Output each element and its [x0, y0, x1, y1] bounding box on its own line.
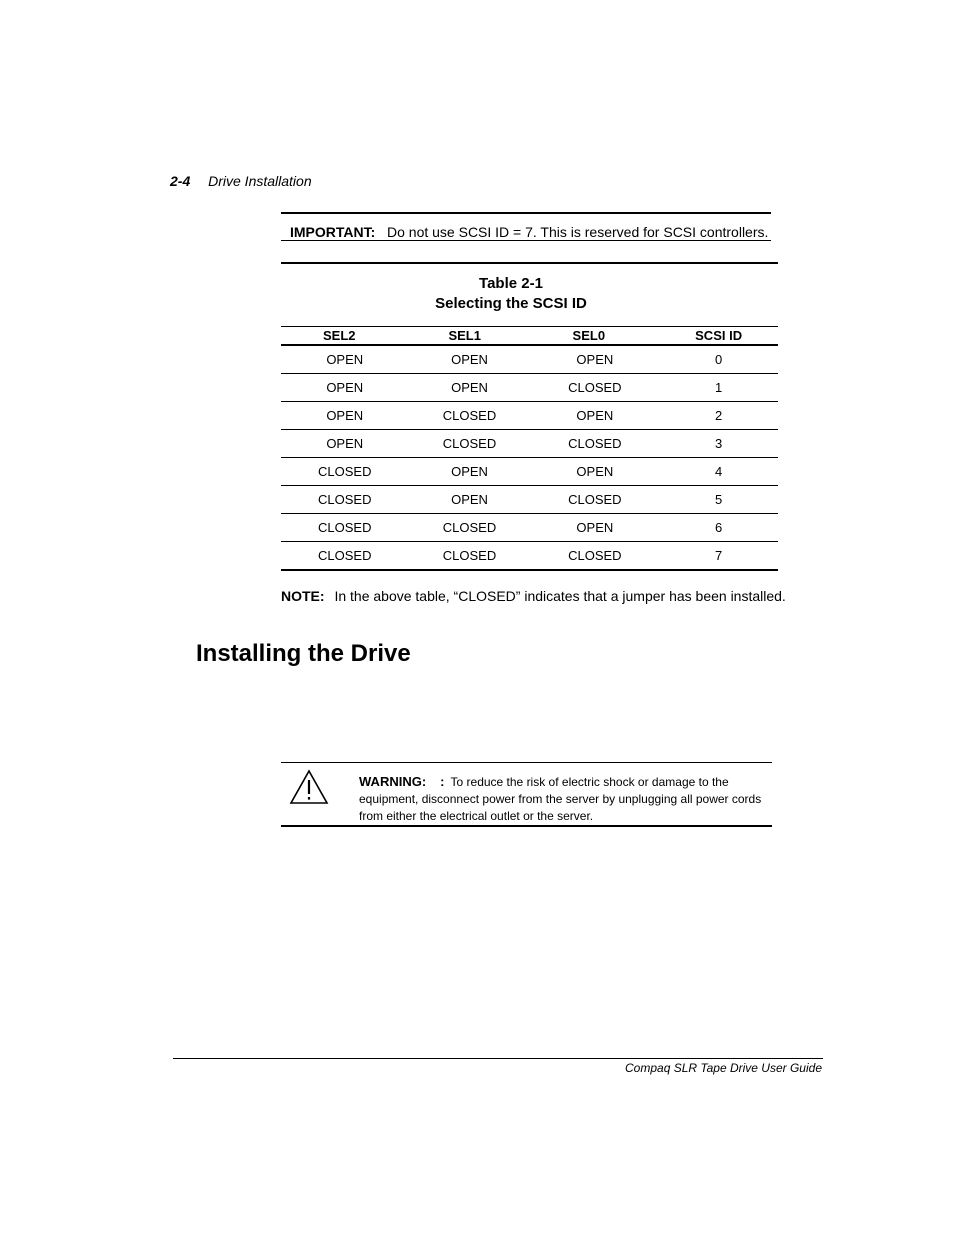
important-label: IMPORTANT:	[290, 224, 376, 240]
table-number: Table 2-1	[479, 275, 543, 292]
cell-sel0: CLOSED	[531, 374, 660, 402]
table-row	[281, 514, 778, 542]
cell-scsi-id: 0	[659, 345, 778, 374]
section-heading: Installing the Drive	[196, 640, 411, 667]
note-label: NOTE:	[281, 588, 325, 604]
table-row	[281, 542, 778, 571]
footer-title: Compaq SLR Tape Drive User Guide	[625, 1061, 822, 1075]
cell-sel0: OPEN	[531, 514, 660, 542]
warning-text: To reduce the risk of electric shock or damage to the equipment, disconnect power from the server by unplugging all power cords from either the electrical outlet or the server.	[359, 775, 762, 823]
cell-sel0: OPEN	[531, 458, 660, 486]
cell-sel2: OPEN	[281, 402, 408, 430]
table-row	[281, 374, 778, 402]
important-notice	[281, 212, 771, 241]
cell-scsi-id: 4	[659, 458, 778, 486]
cell-sel2: OPEN	[281, 430, 408, 458]
header-scsi-id: SCSI ID	[659, 327, 778, 346]
table-note	[281, 588, 786, 604]
cell-sel0: OPEN	[531, 345, 660, 374]
cell-sel1: OPEN	[408, 345, 530, 374]
warning-notice	[281, 762, 772, 827]
cell-sel1: OPEN	[408, 458, 530, 486]
cell-scsi-id: 3	[659, 430, 778, 458]
cell-scsi-id: 7	[659, 542, 778, 571]
cell-sel2: OPEN	[281, 345, 408, 374]
header-sel0: SEL0	[531, 327, 660, 346]
table-row	[281, 345, 778, 374]
cell-sel0: OPEN	[531, 402, 660, 430]
scsi-id-table	[281, 326, 778, 571]
cell-sel1: CLOSED	[408, 430, 530, 458]
cell-sel0: CLOSED	[531, 430, 660, 458]
warning-label: WARNING:	[359, 774, 427, 789]
cell-sel1: CLOSED	[408, 402, 530, 430]
table-row	[281, 402, 778, 430]
cell-scsi-id: 2	[659, 402, 778, 430]
chapter-title: Drive Installation	[208, 173, 312, 189]
table-row	[281, 430, 778, 458]
table-top-rule	[281, 262, 778, 264]
cell-sel2: CLOSED	[281, 514, 408, 542]
cell-sel0: CLOSED	[531, 542, 660, 571]
warning-colon: :	[440, 774, 445, 789]
table-title: Selecting the SCSI ID	[435, 295, 587, 312]
cell-sel2: OPEN	[281, 374, 408, 402]
header-sel1: SEL1	[408, 327, 530, 346]
important-text: Do not use SCSI ID = 7. This is reserved for SCSI controllers.	[387, 224, 769, 240]
cell-sel1: CLOSED	[408, 514, 530, 542]
cell-sel2: CLOSED	[281, 542, 408, 571]
cell-sel1: OPEN	[408, 374, 530, 402]
cell-sel2: CLOSED	[281, 486, 408, 514]
cell-sel2: CLOSED	[281, 458, 408, 486]
table-row	[281, 458, 778, 486]
note-text: In the above table, “CLOSED” indicates that a jumper has been installed.	[334, 588, 786, 604]
cell-sel1: CLOSED	[408, 542, 530, 571]
header-sel2: SEL2	[281, 327, 408, 346]
table-caption	[281, 274, 741, 314]
table-row	[281, 486, 778, 514]
warning-body	[359, 773, 769, 825]
table-header-row	[281, 327, 778, 346]
cell-scsi-id: 5	[659, 486, 778, 514]
cell-scsi-id: 1	[659, 374, 778, 402]
page-number: 2-4	[170, 173, 191, 189]
cell-sel1: OPEN	[408, 486, 530, 514]
running-header	[170, 173, 312, 189]
cell-sel0: CLOSED	[531, 486, 660, 514]
cell-scsi-id: 6	[659, 514, 778, 542]
footer-rule	[173, 1058, 823, 1059]
warning-triangle-icon	[289, 769, 329, 805]
